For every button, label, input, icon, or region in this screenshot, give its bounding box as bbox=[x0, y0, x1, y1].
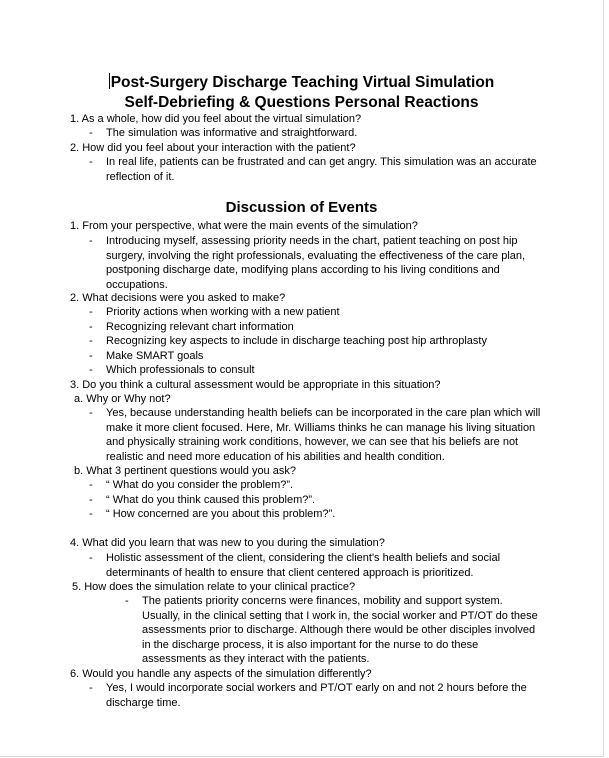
section2-answer-1 bbox=[89, 234, 546, 292]
section2-question-3a: a. Why or Why not? bbox=[74, 393, 171, 405]
answer-text: In real life, patients can be frustrated and can get angry. This simulation was an accurate reflection of it. bbox=[106, 156, 537, 183]
bullet-dash: - bbox=[125, 595, 129, 607]
section2-question-1: 1. From your perspective, what were the main events of the simulation? bbox=[70, 220, 418, 232]
list-item: Make SMART goals bbox=[106, 350, 204, 362]
section2-answer-4 bbox=[89, 551, 546, 580]
bullet-dash: - bbox=[89, 479, 93, 491]
section2-answer-2-item bbox=[89, 334, 546, 349]
bullet-dash: - bbox=[89, 407, 93, 419]
document-title-line2: Self-Debriefing & Questions Personal Reactions bbox=[124, 94, 479, 111]
section2-question-4: 4. What did you learn that was new to you during the simulation? bbox=[70, 537, 385, 549]
list-item: “ What do you consider the problem?”. bbox=[106, 479, 294, 491]
document-title-line1 bbox=[0, 73, 603, 92]
title-line1-text: Post-Surgery Discharge Teaching Virtual Simulation bbox=[110, 74, 495, 91]
section1-answer-2 bbox=[89, 155, 540, 184]
bullet-dash: - bbox=[89, 321, 93, 333]
bullet-dash: - bbox=[89, 156, 93, 168]
list-item: Priority actions when working with a new patient bbox=[106, 306, 340, 318]
section2-answer-2-item bbox=[89, 320, 546, 335]
list-item: Which professionals to consult bbox=[106, 364, 255, 376]
bullet-dash: - bbox=[89, 127, 93, 139]
section2-question-3: 3. Do you think a cultural assessment would be appropriate in this situation? bbox=[70, 379, 441, 391]
answer-text: Introducing myself, assessing priority needs in the chart, patient teaching on post hip surgery, involving the right professionals, evaluating the effectiveness of the care plan, postponing discharge date, modifying plans according to his living conditions and occupations. bbox=[106, 235, 526, 291]
section2-answer-2-item bbox=[89, 305, 546, 320]
bullet-dash: - bbox=[89, 494, 93, 506]
list-item: Recognizing relevant chart information bbox=[106, 321, 294, 333]
bullet-dash: - bbox=[89, 508, 93, 520]
bullet-dash: - bbox=[89, 364, 93, 376]
bullet-dash: - bbox=[89, 335, 93, 347]
section1-question-1: 1. As a whole, how did you feel about the virtual simulation? bbox=[70, 113, 362, 125]
answer-text: Holistic assessment of the client, considering the client's health beliefs and social determinants of health to ensure that client centered approach is prioritized. bbox=[106, 552, 501, 579]
section2-answer-3a bbox=[89, 406, 546, 464]
section1-question-2: 2. How did you feel about your interaction with the patient? bbox=[70, 142, 356, 154]
bullet-dash: - bbox=[89, 350, 93, 362]
bullet-dash: - bbox=[89, 682, 93, 694]
text-cursor bbox=[109, 73, 110, 89]
list-item: “ How concerned are you about this problem?”. bbox=[106, 508, 336, 520]
section2-question-2: 2. What decisions were you asked to make? bbox=[70, 292, 286, 304]
section1-answer-1 bbox=[89, 126, 536, 141]
section2-answer-2-item bbox=[89, 349, 546, 364]
section-heading-discussion: Discussion of Events bbox=[225, 199, 378, 216]
section2-answer-3b-item bbox=[89, 493, 546, 508]
section2-question-5: 5. How does the simulation relate to your clinical practice? bbox=[72, 581, 356, 593]
section2-answer-3b-item bbox=[89, 507, 546, 522]
section2-answer-3b-item bbox=[89, 478, 546, 493]
answer-text: Yes, I would incorporate social workers and PT/OT early on and not 2 hours before the discharge time. bbox=[106, 682, 527, 709]
answer-text: The patients priority concerns were finances, mobility and support system. Usually, in the clinical setting that I work in, the social worker and PT/OT do these assessments prior to discharge. Although there would be other disciples involved in the discharge process, it is also important for the nurse to do these assessments as they interact with the patients. bbox=[142, 595, 538, 665]
section2-question-3b: b. What 3 pertinent questions would you ask? bbox=[74, 465, 296, 477]
answer-text: The simulation was informative and straightforward. bbox=[106, 127, 358, 139]
section2-question-6: 6. Would you handle any aspects of the simulation differently? bbox=[70, 668, 372, 680]
list-item: “ What do you think caused this problem?”. bbox=[106, 494, 316, 506]
answer-text: Yes, because understanding health beliefs can be incorporated in the care plan which will make it more client focused. Here, Mr. Williams thinks he can manage his living situation and physically straining work conditions, however, we can see that his beliefs are not realistic and need more education of his abilities and health condition. bbox=[106, 407, 541, 463]
section2-answer-6 bbox=[89, 681, 546, 710]
bullet-dash: - bbox=[89, 552, 93, 564]
bullet-dash: - bbox=[89, 306, 93, 318]
bullet-dash: - bbox=[89, 235, 93, 247]
section2-answer-5 bbox=[125, 594, 542, 667]
list-item: Recognizing key aspects to include in discharge teaching post hip arthroplasty bbox=[106, 335, 487, 347]
section2-answer-2-item bbox=[89, 363, 546, 378]
